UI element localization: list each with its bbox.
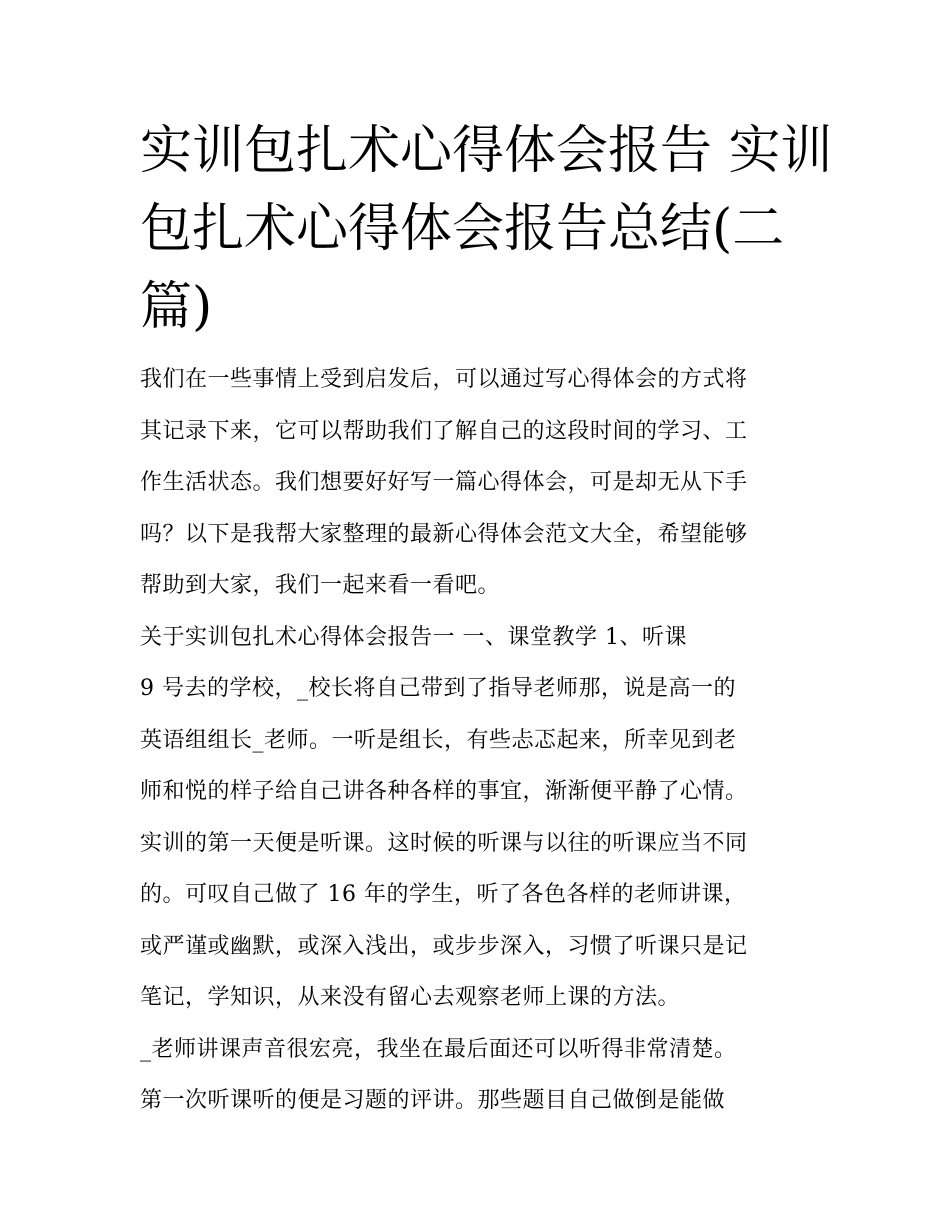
text-line: 英语组组长_老师。一听是组长，有些忐忑起来，所幸见到老 <box>140 727 737 753</box>
text-line: 实训的第一天便是听课。这时候的听课与以往的听课应当不同 <box>140 830 748 856</box>
text-line: 我们在一些事情上受到启发后，可以通过写心得体会的方式将 <box>140 367 748 392</box>
title-line: 实训包扎术心得体会报告 实训 <box>140 121 833 181</box>
text-line: 师和悦的样子给自己讲各种各样的事宜，渐渐便平静了心情。 <box>140 779 748 804</box>
text-line: 帮助到大家，我们一起来看一看吧。 <box>140 573 501 598</box>
text-line: 9 号去的学校，_校长将自己带到了指导老师那，说是高一的 <box>140 676 736 701</box>
text-line: 作生活状态。我们想要好好写一篇心得体会，可是却无从下手 <box>140 470 748 495</box>
section-paragraph <box>140 612 816 1127</box>
intro-paragraph <box>140 354 816 612</box>
text-line: 第一次听课听的便是习题的评讲。那些题目自己做倒是能做 <box>140 1088 726 1113</box>
text-line: 或严谨或幽默，或深入浅出，或步步深入，习惯了听课只是记 <box>140 933 748 959</box>
text-line: _老师讲课声音很宏亮，我坐在最后面还可以听得非常清楚。 <box>140 1036 737 1062</box>
text-line: 的。可叹自己做了 16 年的学生，听了各色各样的老师讲课， <box>140 882 747 907</box>
text-line: 其记录下来，它可以帮助我们了解自己的这段时间的学习、工 <box>140 418 748 444</box>
title-line: 包扎术心得体会报告总结(二 <box>140 199 785 259</box>
section-heading-line: 关于实训包扎术心得体会报告一 一、课堂教学 1、听课 <box>140 624 687 650</box>
text-line: 吗？以下是我帮大家整理的最新心得体会范文大全，希望能够 <box>140 521 748 547</box>
document-title <box>140 112 833 346</box>
text-line: 笔记，学知识，从来没有留心去观察老师上课的方法。 <box>140 985 681 1010</box>
document-page <box>140 112 833 1127</box>
title-line: 篇) <box>140 277 213 337</box>
